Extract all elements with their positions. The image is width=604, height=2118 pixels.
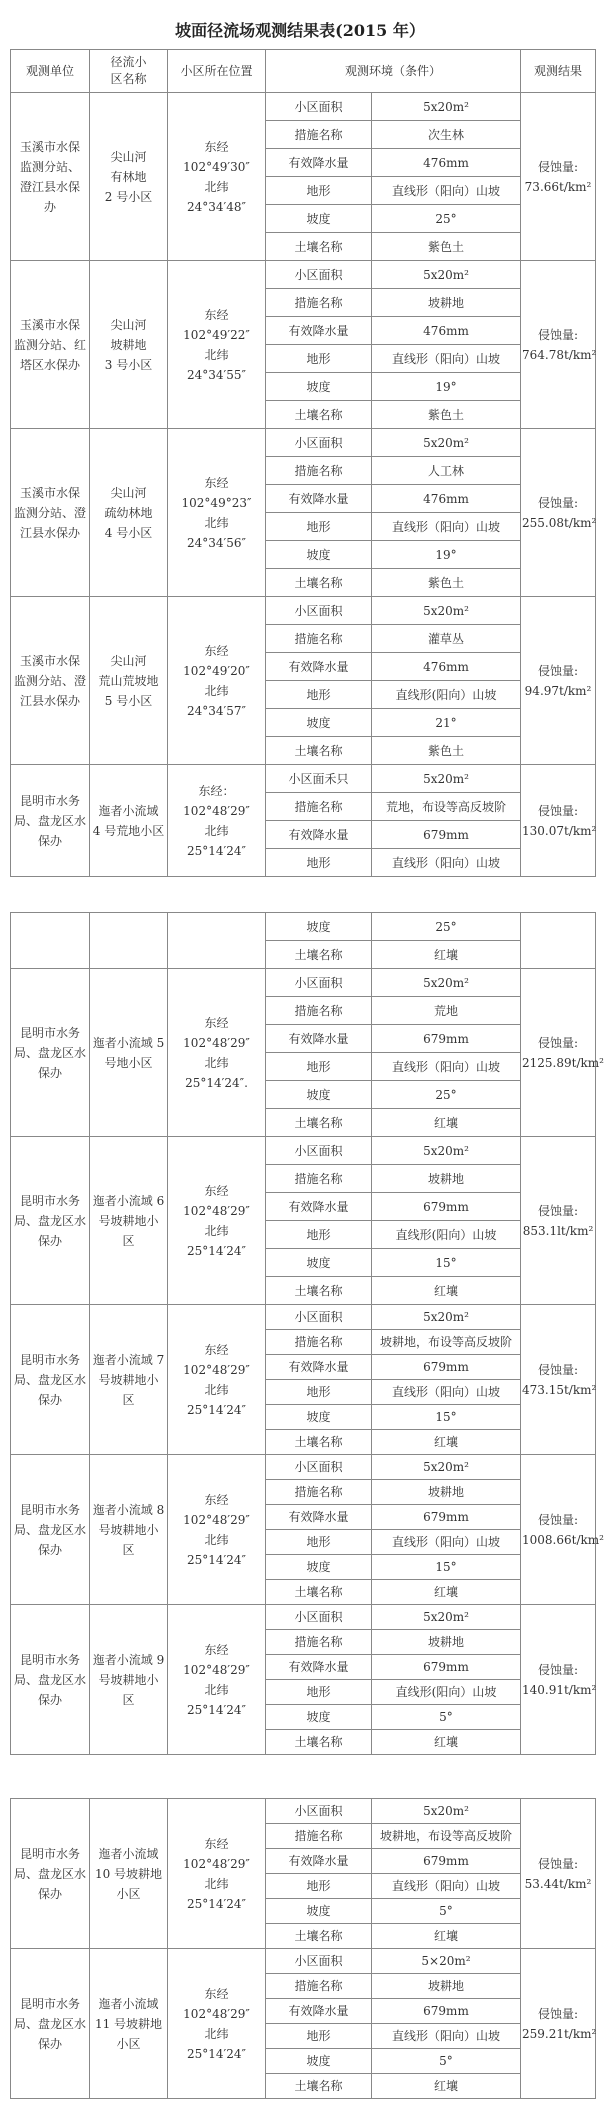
- table-row: [11, 1137, 596, 1165]
- condition-value: 坡耕地，布设等高反坡阶: [372, 1824, 521, 1849]
- plot-location: 东经 102°48′29″ 北纬 25°14′24″.: [168, 969, 266, 1137]
- plot-name: 尖山河 坡耕地 3 号小区: [90, 261, 168, 429]
- condition-label: 坡度: [266, 1555, 372, 1580]
- plot-name: 迤者小流域 7 号坡耕地小 区: [90, 1305, 168, 1455]
- condition-value: 直线形(阳向）山坡: [372, 1680, 521, 1705]
- condition-label: 小区面积: [266, 1949, 372, 1974]
- condition-value: 5x20m²: [372, 1799, 521, 1824]
- condition-value: 5°: [372, 1705, 521, 1730]
- erosion-result: 侵蚀量: 255.08t/km²: [521, 429, 596, 597]
- condition-value: 21°: [372, 709, 521, 737]
- table-row: [11, 1455, 596, 1480]
- condition-label: 坡度: [266, 709, 372, 737]
- condition-value: 坡耕地: [372, 1480, 521, 1505]
- observation-unit: 玉溪市水保 监测分站、澄 江县水保办: [11, 429, 90, 597]
- plot-name: 尖山河 荒山荒坡地 5 号小区: [90, 597, 168, 765]
- condition-label: 土壤名称: [266, 941, 372, 969]
- condition-label: 有效降水量: [266, 1999, 372, 2024]
- condition-value: 5x20m²: [372, 765, 521, 793]
- condition-label: 措施名称: [266, 457, 372, 485]
- condition-label: 土壤名称: [266, 1430, 372, 1455]
- condition-label: 坡度: [266, 1705, 372, 1730]
- observation-unit: 玉溪市水保 监测分站、红 塔区水保办: [11, 261, 90, 429]
- condition-value: 直线形（阳向）山坡: [372, 513, 521, 541]
- erosion-result: 侵蚀量: 53.44t/km²: [521, 1799, 596, 1949]
- plot-name: 尖山河 有林地 2 号小区: [90, 93, 168, 261]
- condition-label: 小区面积: [266, 1305, 372, 1330]
- condition-label: 地形: [266, 1380, 372, 1405]
- table-row: [11, 1799, 596, 1824]
- condition-label: 地形: [266, 849, 372, 877]
- condition-label: 坡度: [266, 1405, 372, 1430]
- header-plot-name: 径流小 区名称: [90, 50, 168, 93]
- condition-label: 措施名称: [266, 997, 372, 1025]
- condition-label: 地形: [266, 177, 372, 205]
- condition-value: 5x20m²: [372, 429, 521, 457]
- condition-value: 紫色土: [372, 569, 521, 597]
- condition-label: 坡度: [266, 1899, 372, 1924]
- condition-value: 荒地: [372, 997, 521, 1025]
- condition-label: 小区面积: [266, 597, 372, 625]
- condition-value: 476mm: [372, 653, 521, 681]
- plot-location: [168, 913, 266, 969]
- condition-value: 红壤: [372, 1109, 521, 1137]
- condition-label: 土壤名称: [266, 1580, 372, 1605]
- condition-value: 5°: [372, 1899, 521, 1924]
- condition-label: 有效降水量: [266, 1849, 372, 1874]
- condition-label: 坡度: [266, 373, 372, 401]
- condition-label: 地形: [266, 1680, 372, 1705]
- header-unit: 观测单位: [11, 50, 90, 93]
- condition-value: 直线形（阳向）山坡: [372, 1874, 521, 1899]
- results-table-part-2: [10, 912, 604, 1755]
- condition-value: 679mm: [372, 1193, 521, 1221]
- condition-value: 679mm: [372, 1025, 521, 1053]
- condition-value: 直线形(阳向）山坡: [372, 1221, 521, 1249]
- condition-value: 荒地，布设等高反坡阶: [372, 793, 521, 821]
- condition-value: 25°: [372, 1081, 521, 1109]
- condition-value: 679mm: [372, 1505, 521, 1530]
- condition-label: 地形: [266, 2024, 372, 2049]
- condition-value: 15°: [372, 1249, 521, 1277]
- erosion-result: 侵蚀量: 2125.89t/km²: [521, 969, 596, 1137]
- condition-value: 红壤: [372, 1277, 521, 1305]
- condition-label: 坡度: [266, 913, 372, 941]
- condition-label: 坡度: [266, 541, 372, 569]
- condition-value: 直线形（阳向）山坡: [372, 1380, 521, 1405]
- plot-location: 东经：102°48′29″ 北纬 25°14′24″: [168, 765, 266, 877]
- observation-unit: 昆明市水务 局、盘龙区水 保办: [11, 1455, 90, 1605]
- condition-value: 19°: [372, 541, 521, 569]
- table-row: [11, 765, 596, 793]
- condition-label: 有效降水量: [266, 653, 372, 681]
- observation-unit: 昆明市水务 局、盘龙区水 保办: [11, 1605, 90, 1755]
- condition-value: 5×20m²: [372, 1949, 521, 1974]
- condition-label: 有效降水量: [266, 485, 372, 513]
- condition-value: 476mm: [372, 485, 521, 513]
- condition-value: 直线形（阳向）山坡: [372, 1530, 521, 1555]
- erosion-result: 侵蚀量: 94.97t/km²: [521, 597, 596, 765]
- condition-value: 679mm: [372, 821, 521, 849]
- results-table-part-1: [10, 49, 596, 877]
- condition-value: 坡耕地: [372, 289, 521, 317]
- condition-value: 坡耕地: [372, 1165, 521, 1193]
- plot-location: 东经 102°49′22″ 北纬 24°34′55″: [168, 261, 266, 429]
- condition-label: 地形: [266, 345, 372, 373]
- condition-value: 红壤: [372, 2074, 521, 2099]
- condition-value: 5x20m²: [372, 597, 521, 625]
- condition-label: 地形: [266, 1530, 372, 1555]
- condition-label: 地形: [266, 513, 372, 541]
- condition-label: 地形: [266, 681, 372, 709]
- condition-value: 紫色土: [372, 233, 521, 261]
- table-row: [11, 913, 596, 941]
- condition-label: 措施名称: [266, 1480, 372, 1505]
- condition-label: 措施名称: [266, 1165, 372, 1193]
- condition-value: 直线形(阳向）山坡: [372, 681, 521, 709]
- plot-location: 东经 102°49′30″ 北纬 24°34′48″: [168, 93, 266, 261]
- condition-label: 小区面积: [266, 969, 372, 997]
- condition-value: 476mm: [372, 317, 521, 345]
- plot-name: 迤者小流域 8 号坡耕地小 区: [90, 1455, 168, 1605]
- observation-unit: 玉溪市水保 监测分站、澄 江县水保办: [11, 597, 90, 765]
- observation-unit: 昆明市水务 局、盘龙区水 保办: [11, 765, 90, 877]
- table-row: [11, 261, 596, 289]
- condition-label: 措施名称: [266, 793, 372, 821]
- plot-name: 迤者小流域 6 号坡耕地小 区: [90, 1137, 168, 1305]
- condition-value: 红壤: [372, 941, 521, 969]
- table-row: [11, 1949, 596, 1974]
- condition-value: 坡耕地，布设等高反坡阶: [372, 1330, 521, 1355]
- condition-label: 措施名称: [266, 1330, 372, 1355]
- condition-label: 地形: [266, 1053, 372, 1081]
- erosion-result: 侵蚀量: 853.1lt/km²: [521, 1137, 596, 1305]
- plot-name: 迤者小流域 11 号坡耕地 小区: [90, 1949, 168, 2099]
- condition-label: 有效降水量: [266, 1355, 372, 1380]
- condition-value: 5x20m²: [372, 1305, 521, 1330]
- condition-label: 小区面积: [266, 429, 372, 457]
- condition-value: 坡耕地: [372, 1974, 521, 1999]
- condition-value: 5x20m²: [372, 1455, 521, 1480]
- condition-value: 5x20m²: [372, 969, 521, 997]
- condition-value: 紫色土: [372, 737, 521, 765]
- erosion-result: 侵蚀量: 73.66t/km²: [521, 93, 596, 261]
- condition-label: 坡度: [266, 205, 372, 233]
- condition-label: 地形: [266, 1221, 372, 1249]
- plot-location: 东经 102°48′29″ 北纬 25°14′24″: [168, 1949, 266, 2099]
- condition-value: 人工林: [372, 457, 521, 485]
- condition-label: 土壤名称: [266, 1277, 372, 1305]
- condition-value: 次生林: [372, 121, 521, 149]
- condition-label: 小区面积: [266, 1455, 372, 1480]
- condition-value: 坡耕地: [372, 1630, 521, 1655]
- condition-label: 土壤名称: [266, 1730, 372, 1755]
- condition-label: 土壤名称: [266, 1924, 372, 1949]
- table-row: [11, 1605, 596, 1630]
- condition-label: 小区面积: [266, 1799, 372, 1824]
- condition-label: 措施名称: [266, 1974, 372, 1999]
- observation-unit: 玉溪市水保 监测分站、 澄江县水保 办: [11, 93, 90, 261]
- condition-value: 直线形（阳向）山坡: [372, 345, 521, 373]
- condition-value: 灌草丛: [372, 625, 521, 653]
- condition-value: 5x20m²: [372, 1605, 521, 1630]
- condition-label: 有效降水量: [266, 1655, 372, 1680]
- table-row: [11, 597, 596, 625]
- header-result: 观测结果: [521, 50, 596, 93]
- condition-label: 坡度: [266, 1081, 372, 1109]
- condition-label: 土壤名称: [266, 1109, 372, 1137]
- observation-unit: 昆明市水务 局、盘龙区水 保办: [11, 1949, 90, 2099]
- plot-name: 尖山河 疏幼林地 4 号小区: [90, 429, 168, 597]
- condition-label: 措施名称: [266, 121, 372, 149]
- condition-label: 措施名称: [266, 289, 372, 317]
- condition-value: 直线形（阳向）山坡: [372, 849, 521, 877]
- plot-name: 迤者小流域 5 号地小区: [90, 969, 168, 1137]
- table-row: [11, 1305, 596, 1330]
- condition-label: 土壤名称: [266, 737, 372, 765]
- observation-unit: [11, 913, 90, 969]
- plot-location: 东经 102°48′29″ 北纬 25°14′24″: [168, 1305, 266, 1455]
- plot-location: 东经 102°48′29″ 北纬 25°14′24″: [168, 1455, 266, 1605]
- results-table-part-3: [10, 1798, 596, 2099]
- condition-label: 措施名称: [266, 625, 372, 653]
- condition-value: 19°: [372, 373, 521, 401]
- condition-label: 有效降水量: [266, 1505, 372, 1530]
- erosion-result: 侵蚀量: 1008.66t/km²: [521, 1455, 596, 1605]
- condition-value: 679mm: [372, 1655, 521, 1680]
- observation-unit: 昆明市水务 局、盘龙区水 保办: [11, 1305, 90, 1455]
- observation-unit: 昆明市水务 局、盘龙区水 保办: [11, 969, 90, 1137]
- condition-value: 25°: [372, 205, 521, 233]
- condition-value: 直线形（阳向）山坡: [372, 2024, 521, 2049]
- plot-name: 迤者小流域 9 号坡耕地小 区: [90, 1605, 168, 1755]
- condition-value: 直线形（阳向）山坡: [372, 1053, 521, 1081]
- condition-label: 小区面积: [266, 1605, 372, 1630]
- condition-label: 小区面禾只: [266, 765, 372, 793]
- plot-location: 东经 102°49°23″ 北纬 24°34′56″: [168, 429, 266, 597]
- condition-label: 有效降水量: [266, 821, 372, 849]
- header-environment: 观测环境（条件）: [266, 50, 521, 93]
- erosion-result: [521, 913, 596, 969]
- condition-value: 679mm: [372, 1999, 521, 2024]
- condition-value: 红壤: [372, 1580, 521, 1605]
- table-row: [11, 969, 596, 997]
- plot-location: 东经 102°49′20″ 北纬 24°34′57″: [168, 597, 266, 765]
- condition-label: 措施名称: [266, 1630, 372, 1655]
- condition-value: 紫色土: [372, 401, 521, 429]
- table-header-row: [11, 50, 596, 93]
- condition-label: 坡度: [266, 1249, 372, 1277]
- observation-unit: 昆明市水务 局、盘龙区水 保办: [11, 1137, 90, 1305]
- condition-value: 15°: [372, 1555, 521, 1580]
- header-location: 小区所在位置: [168, 50, 266, 93]
- condition-label: 小区面积: [266, 93, 372, 121]
- plot-location: 东经 102°48′29″ 北纬 25°14′24″: [168, 1605, 266, 1755]
- condition-label: 土壤名称: [266, 233, 372, 261]
- condition-label: 有效降水量: [266, 149, 372, 177]
- erosion-result: 侵蚀量: 764.78t/km²: [521, 261, 596, 429]
- condition-label: 小区面积: [266, 261, 372, 289]
- condition-label: 有效降水量: [266, 1193, 372, 1221]
- condition-value: 5x20m²: [372, 261, 521, 289]
- condition-value: 679mm: [372, 1849, 521, 1874]
- plot-name: 迤者小流域 4 号荒地小区: [90, 765, 168, 877]
- condition-value: 15°: [372, 1405, 521, 1430]
- condition-value: 5x20m²: [372, 93, 521, 121]
- plot-name: 迤者小流域 10 号坡耕地 小区: [90, 1799, 168, 1949]
- condition-label: 措施名称: [266, 1824, 372, 1849]
- condition-label: 地形: [266, 1874, 372, 1899]
- condition-label: 有效降水量: [266, 317, 372, 345]
- condition-value: 红壤: [372, 1924, 521, 1949]
- table-row: [11, 93, 596, 121]
- condition-label: 有效降水量: [266, 1025, 372, 1053]
- table-row: [11, 429, 596, 457]
- condition-label: 坡度: [266, 2049, 372, 2074]
- condition-value: 476mm: [372, 149, 521, 177]
- condition-value: 25°: [372, 913, 521, 941]
- condition-label: 土壤名称: [266, 2074, 372, 2099]
- condition-value: 679mm: [372, 1355, 521, 1380]
- condition-label: 小区面积: [266, 1137, 372, 1165]
- condition-value: 5°: [372, 2049, 521, 2074]
- plot-location: 东经 102°48′29″ 北纬 25°14′24″: [168, 1137, 266, 1305]
- condition-value: 红壤: [372, 1430, 521, 1455]
- observation-unit: 昆明市水务 局、盘龙区水 保办: [11, 1799, 90, 1949]
- plot-name: [90, 913, 168, 969]
- condition-value: 红壤: [372, 1730, 521, 1755]
- erosion-result: 侵蚀量: 259.21t/km²: [521, 1949, 596, 2099]
- page-title: 坡面径流场观测结果表(2015 年）: [175, 21, 425, 40]
- condition-label: 土壤名称: [266, 401, 372, 429]
- erosion-result: 侵蚀量: 473.15t/km²: [521, 1305, 596, 1455]
- condition-label: 土壤名称: [266, 569, 372, 597]
- erosion-result: 侵蚀量: 130.07t/km²: [521, 765, 596, 877]
- condition-value: 直线形（阳向）山坡: [372, 177, 521, 205]
- erosion-result: 侵蚀量: 140.91t/km²: [521, 1605, 596, 1755]
- condition-value: 5x20m²: [372, 1137, 521, 1165]
- plot-location: 东经 102°48′29″ 北纬 25°14′24″: [168, 1799, 266, 1949]
